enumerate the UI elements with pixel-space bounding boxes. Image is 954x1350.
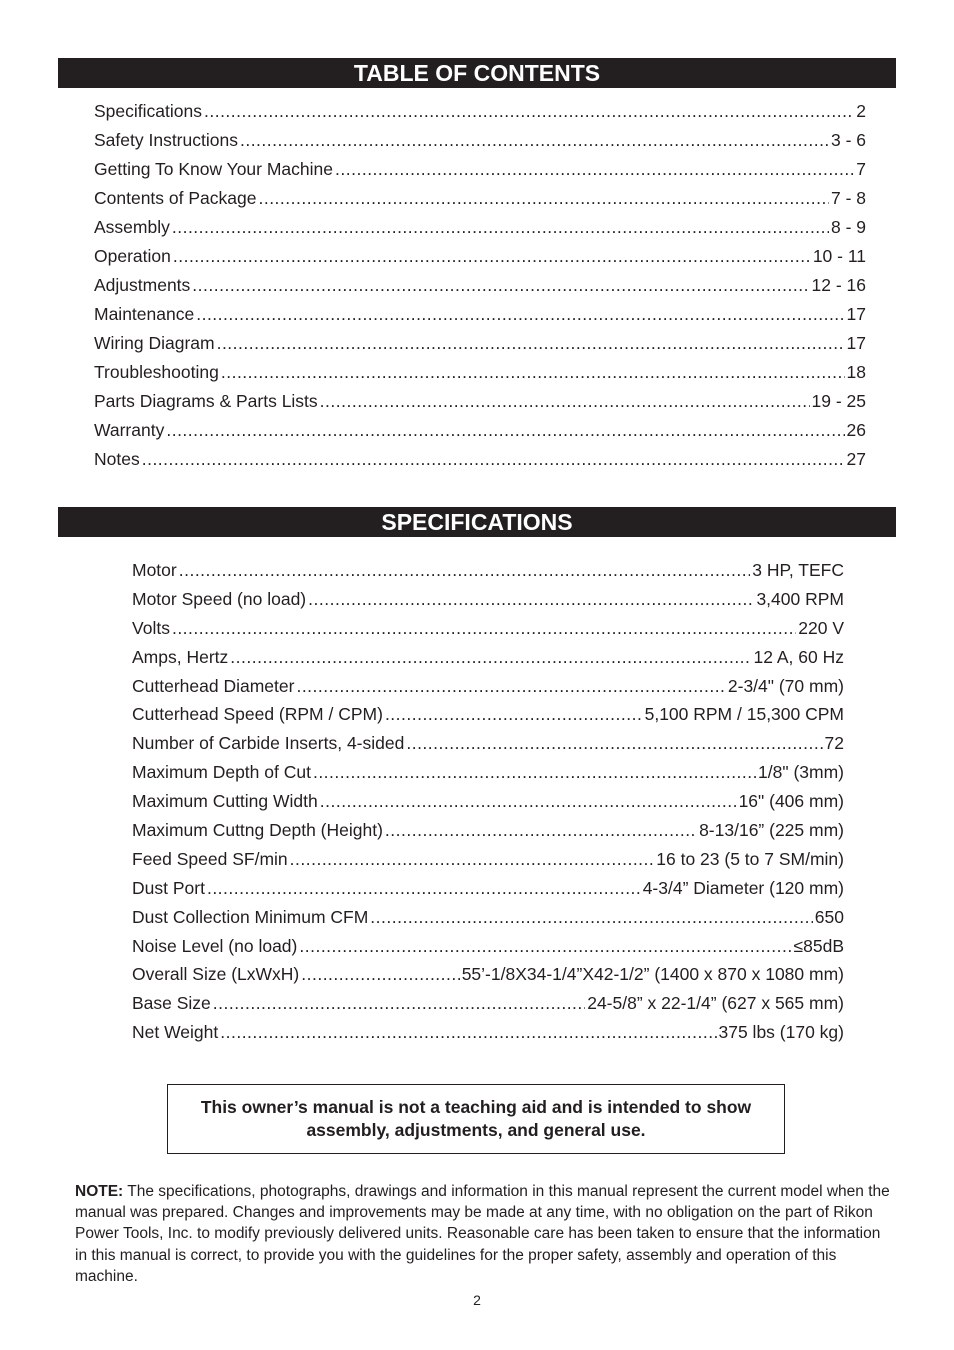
toc-entry[interactable]: [94, 300, 866, 329]
spec-value: 8-13/16” (225 mm): [699, 820, 844, 841]
dot-leader: [166, 416, 844, 445]
dot-leader: [204, 97, 854, 126]
spec-label: Motor Speed (no load): [132, 588, 307, 609]
dot-leader: [230, 643, 751, 672]
toc-heading: TABLE OF CONTENTS: [58, 58, 896, 88]
toc-entry-page: 12 - 16: [811, 275, 866, 295]
spec-label: Feed Speed SF/min: [132, 848, 288, 869]
toc-entry-label: Wiring Diagram: [94, 333, 215, 353]
spec-value: 12 A, 60 Hz: [753, 646, 844, 667]
toc-entry-label: Notes: [94, 449, 140, 469]
toc-entry-page: 27: [846, 449, 866, 469]
toc-entry-page: 7 - 8: [830, 188, 866, 208]
note-text: The specifications, photographs, drawings and information in this manual represent the current model when the manual was prepared. Changes and improvements may be made at any time, with no obligation on the part of Rikon Power Tools, Inc. to modify previously delivered units. Reasonable care has been taken to ensure that the information in this manual is correct, to provide you with the guidelines for the proper safety, assembly and operation of this machine.: [75, 1183, 890, 1285]
toc-entry-label: Maintenance: [94, 304, 195, 324]
dot-leader: [240, 126, 829, 155]
toc-entry-label: Contents of Package: [94, 188, 257, 208]
spec-row: [132, 932, 844, 961]
dot-leader: [142, 445, 845, 474]
spec-row: [132, 700, 844, 729]
dot-leader: [385, 700, 643, 729]
toc-entry-page: 17: [846, 304, 866, 324]
spec-value: 16 to 23 (5 to 7 SM/min): [656, 848, 844, 869]
toc-entry[interactable]: [94, 329, 866, 358]
spec-row: [132, 845, 844, 874]
page-number: 2: [473, 1292, 481, 1308]
toc-entry[interactable]: [94, 387, 866, 416]
spec-row: [132, 729, 844, 758]
spec-row: [132, 758, 844, 787]
spec-value: 24-5/8” x 22-1/4” (627 x 565 mm): [587, 993, 844, 1014]
toc-entry-page: 3 - 6: [830, 130, 866, 150]
spec-row: [132, 960, 844, 989]
spec-row: [132, 874, 844, 903]
dot-leader: [196, 300, 844, 329]
spec-row: [132, 816, 844, 845]
dot-leader: [370, 903, 813, 932]
spec-row: [132, 556, 844, 585]
spec-label: Maximum Depth of Cut: [132, 762, 311, 783]
toc-entry-label: Operation: [94, 246, 171, 266]
spec-value: 2-3/4" (70 mm): [727, 675, 844, 696]
dot-leader: [173, 242, 811, 271]
spec-label: Noise Level (no load): [132, 935, 298, 956]
dot-leader: [192, 271, 809, 300]
toc-entry-label: Adjustments: [94, 275, 191, 295]
spec-value: 4-3/4” Diameter (120 mm): [642, 877, 844, 898]
specifications-heading: SPECIFICATIONS: [58, 507, 896, 537]
spec-value: 72: [824, 733, 844, 754]
toc-list: [94, 97, 866, 474]
dot-leader: [290, 845, 655, 874]
toc-entry-label: Warranty: [94, 420, 165, 440]
spec-label: Dust Port: [132, 877, 205, 898]
spec-label: Maximum Cutting Width: [132, 791, 318, 812]
dot-leader: [258, 184, 829, 213]
spec-value: 3,400 RPM: [756, 588, 844, 609]
spec-label: Cutterhead Speed (RPM / CPM): [132, 704, 383, 725]
toc-entry-label: Safety Instructions: [94, 130, 238, 150]
toc-entry[interactable]: [94, 358, 866, 387]
spec-value: 375 lbs (170 kg): [718, 1022, 844, 1043]
toc-entry-page: 7: [856, 159, 866, 179]
spec-label: Net Weight: [132, 1022, 219, 1043]
spec-value: 5,100 RPM / 15,300 CPM: [644, 704, 844, 725]
dot-leader: [207, 874, 641, 903]
toc-entry-page: 26: [846, 420, 866, 440]
dot-leader: [217, 329, 845, 358]
toc-entry-page: 18: [846, 362, 866, 382]
spec-row: [132, 643, 844, 672]
toc-entry-page: 2: [856, 101, 866, 121]
spec-label: Dust Collection Minimum CFM: [132, 906, 369, 927]
notice-line-2: assembly, adjustments, and general use.: [306, 1120, 646, 1140]
toc-entry-label: Assembly: [94, 217, 170, 237]
toc-entry[interactable]: [94, 126, 866, 155]
dot-leader: [220, 1018, 716, 1047]
spec-label: Volts: [132, 617, 170, 638]
specifications-list: [132, 556, 844, 1047]
toc-entry[interactable]: [94, 184, 866, 213]
spec-row: [132, 672, 844, 701]
dot-leader: [172, 213, 829, 242]
spec-row: [132, 1018, 844, 1047]
spec-row: [132, 989, 844, 1018]
spec-row: [132, 903, 844, 932]
dot-leader: [308, 585, 754, 614]
toc-entry[interactable]: [94, 213, 866, 242]
toc-entry-page: 8 - 9: [830, 217, 866, 237]
toc-entry[interactable]: [94, 271, 866, 300]
spec-row: [132, 787, 844, 816]
spec-value: ≤85dB: [793, 935, 844, 956]
dot-leader: [179, 556, 751, 585]
dot-leader: [313, 758, 756, 787]
spec-value: 220 V: [798, 617, 844, 638]
dot-leader: [301, 960, 459, 989]
spec-label: Maximum Cuttng Depth (Height): [132, 820, 383, 841]
spec-label: Base Size: [132, 993, 211, 1014]
dot-leader: [296, 672, 725, 701]
toc-entry-label: Getting To Know Your Machine: [94, 159, 334, 179]
spec-value: 650: [814, 906, 844, 927]
manual-notice-box: [167, 1084, 785, 1154]
spec-value: 16" (406 mm): [738, 791, 844, 812]
note-label: NOTE:: [75, 1183, 124, 1200]
dot-leader: [406, 729, 822, 758]
toc-entry[interactable]: [94, 445, 866, 474]
spec-value: 3 HP, TEFC: [752, 560, 844, 580]
toc-entry[interactable]: [94, 155, 866, 184]
dot-leader: [335, 155, 854, 184]
spec-row: [132, 614, 844, 643]
toc-entry[interactable]: [94, 242, 866, 271]
spec-row: [132, 585, 844, 614]
toc-entry-label: Troubleshooting: [94, 362, 219, 382]
dot-leader: [221, 358, 845, 387]
toc-entry-page: 17: [846, 333, 866, 353]
dot-leader: [172, 614, 796, 643]
dot-leader: [320, 387, 810, 416]
toc-entry-label: Specifications: [94, 101, 202, 121]
spec-label: Number of Carbide Inserts, 4-sided: [132, 733, 405, 754]
dot-leader: [213, 989, 585, 1018]
spec-label: Overall Size (LxWxH): [132, 964, 300, 985]
dot-leader: [385, 816, 697, 845]
spec-label: Amps, Hertz: [132, 646, 229, 667]
dot-leader: [299, 932, 791, 961]
notice-line-1: This owner’s manual is not a teaching aid and is intended to show: [200, 1097, 752, 1117]
spec-label: Cutterhead Diameter: [132, 675, 295, 696]
toc-entry-label: Parts Diagrams & Parts Lists: [94, 391, 318, 411]
toc-entry[interactable]: [94, 416, 866, 445]
spec-value: 1/8" (3mm): [758, 762, 844, 783]
toc-entry-page: 19 - 25: [811, 391, 866, 411]
disclaimer-note: [75, 1181, 895, 1287]
spec-label: Motor: [132, 560, 177, 580]
dot-leader: [320, 787, 737, 816]
toc-entry[interactable]: [94, 97, 866, 126]
spec-value: 55’-1/8X34-1/4”X42-1/2” (1400 x 870 x 1080 mm): [461, 964, 844, 985]
toc-entry-page: 10 - 11: [812, 246, 866, 266]
